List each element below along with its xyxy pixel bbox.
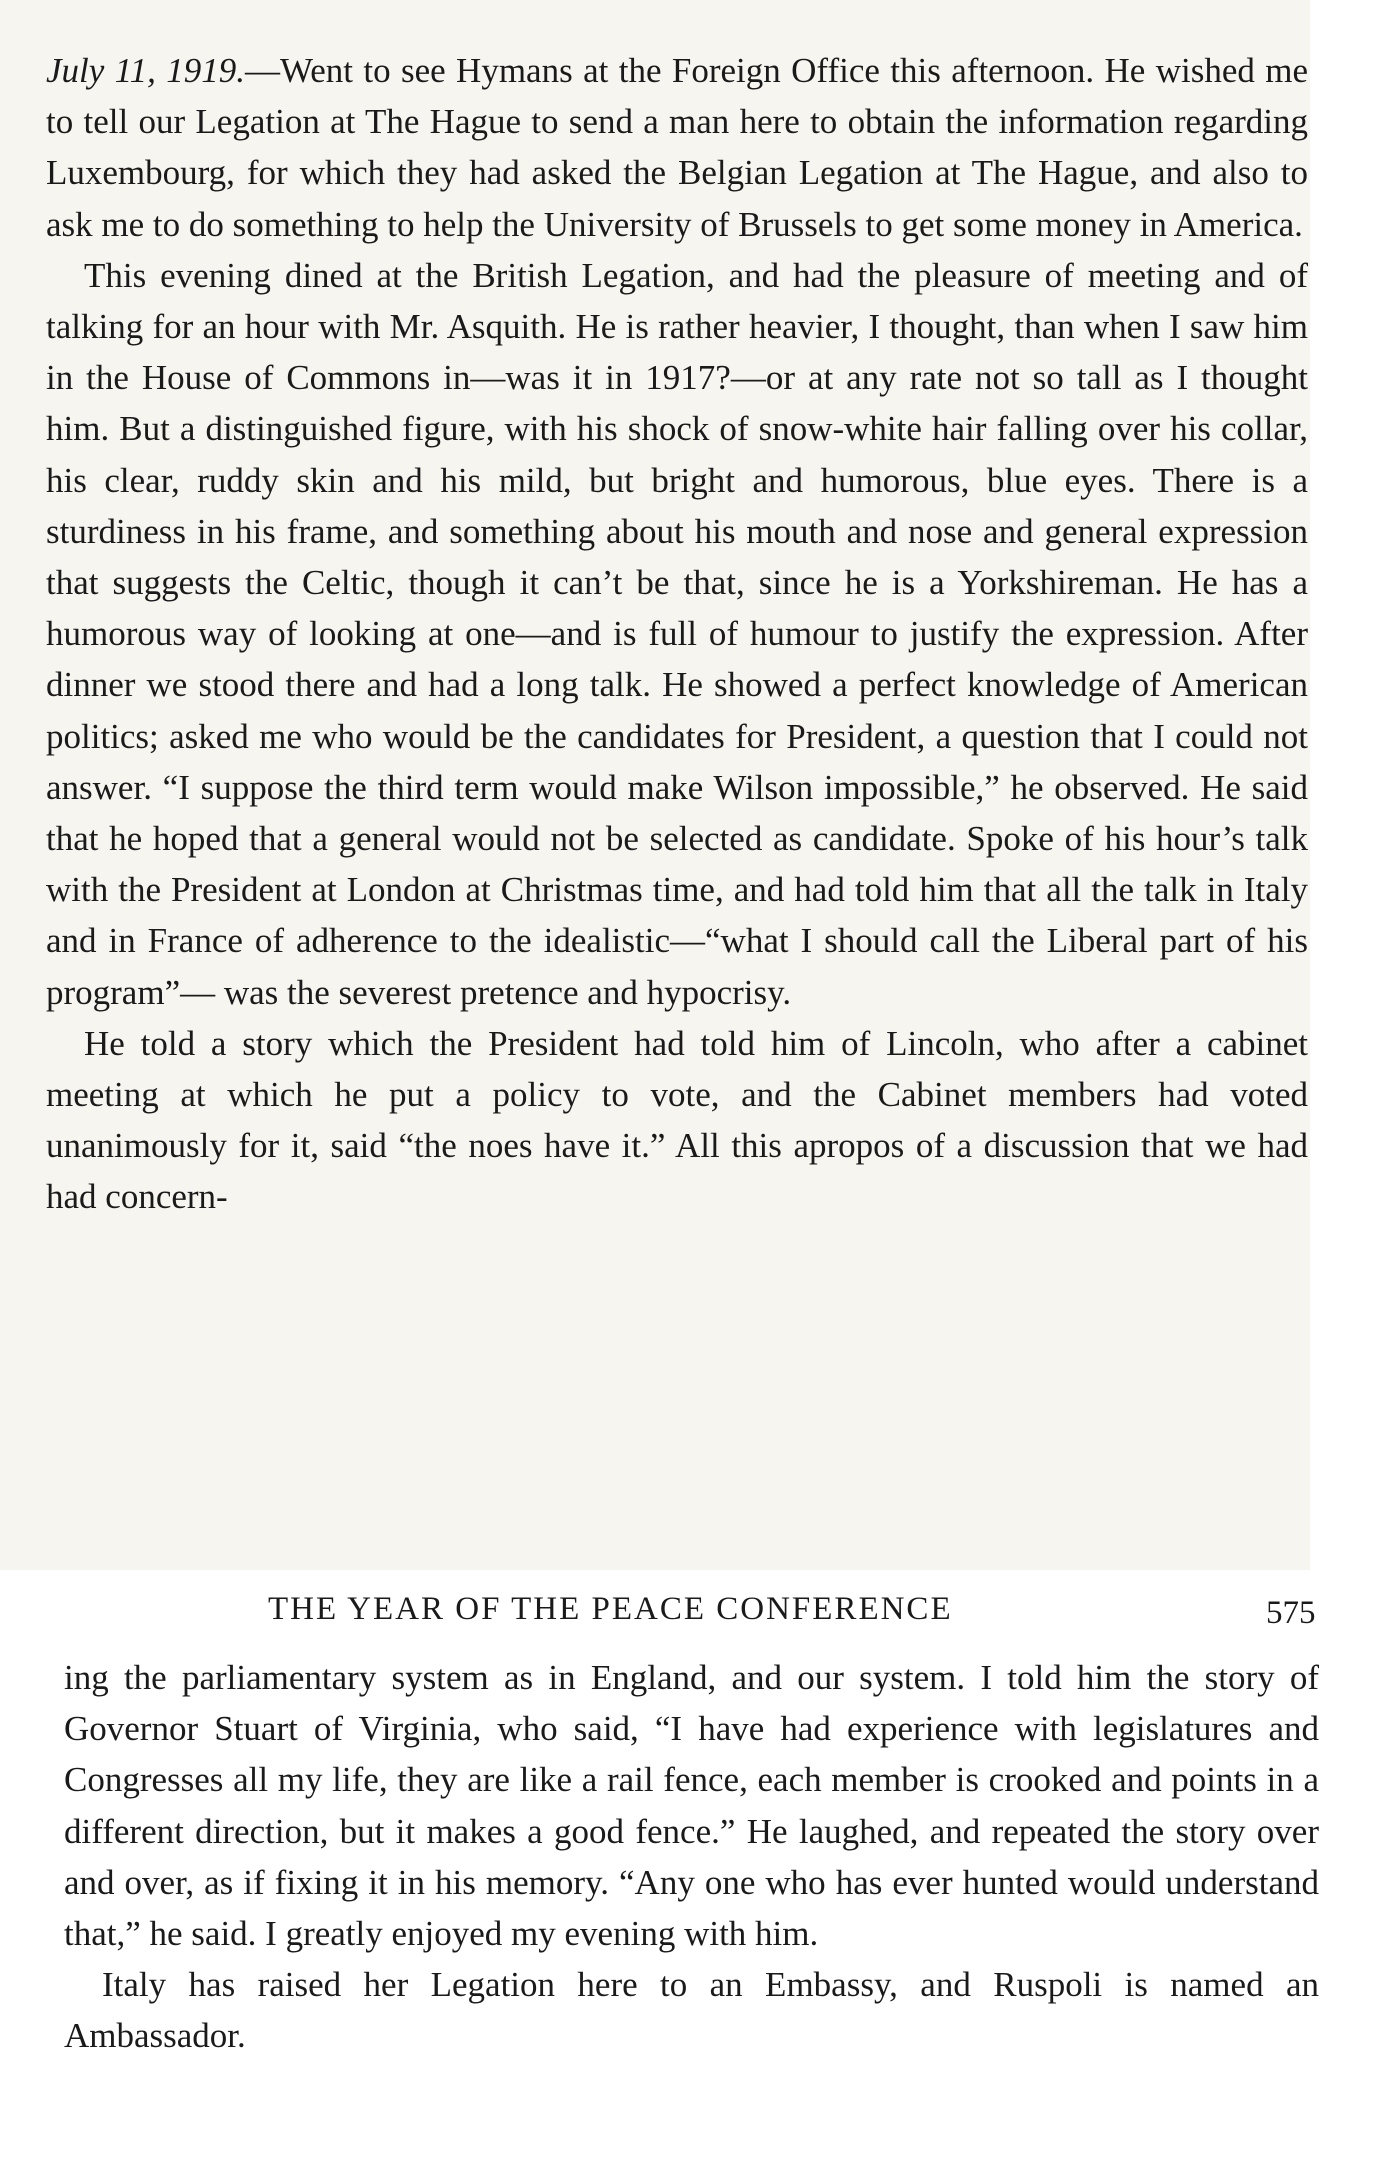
diary-entry-paragraph — [46, 45, 1308, 250]
rail-fence-paragraph: ing the parliamentary system as in England, and our system. I told him the story of Governor Stuart of Virginia, who said, “I have had experience with legislatures and Congresses all my life, they are like a rail fence, each member is crooked and points in a different direction, but it makes a good fence.” He laughed, and repeated the story over and over, as if fixing it in his memory. “Any one who has ever hunted would understand that,” he said. I greatly enjoyed my evening with him. — [64, 1658, 1319, 1954]
lower-text-block — [64, 1652, 1319, 2062]
running-head — [0, 1583, 1373, 1643]
upper-text-block — [46, 45, 1308, 1223]
entry-date: July 11, 1919. — [46, 51, 245, 90]
running-head-title: THE YEAR OF THE PEACE CONFERENCE — [268, 1591, 953, 1627]
entry-text: —Went to see Hymans at the Foreign Office this afternoon. He wished me to tell our Legation at The Hague to send a man here to obtain the information regarding Luxembourg, for which they had asked the Belgian Legation at The Hague, and also to ask me to do something to help the University of Brussels to get some money in America. — [46, 51, 1308, 244]
embassy-paragraph: Italy has raised her Legation here to an Embassy, and Ruspoli is named an Ambassador. — [64, 1965, 1319, 2056]
asquith-dinner-paragraph: This evening dined at the British Legation, and had the pleasure of meeting and of talking for an hour with Mr. Asquith. He is rather heavier, I thought, than when I saw him in the House of Commons in—was it in 1917?—or at any rate not so tall as I thought him. But a distinguished figure, with his shock of snow-white hair falling over his collar, his clear, ruddy skin and his mild, but bright and humorous, blue eyes. There is a sturdiness in his frame, and something about his mouth and nose and general expression that suggests the Celtic, though it can’t be that, since he is a Yorkshireman. He has a humorous way of looking at one—and is full of humour to justify the expression. After dinner we stood there and had a long talk. He showed a perfect knowledge of American politics; asked me who would be the candidates for President, a question that I could not answer. “I suppose the third term would make Wilson impossible,” he observed. He said that he hoped that a general would not be selected as candidate. Spoke of his hour’s talk with the President at London at Christmas time, and had told him that all the talk in Italy and in France of adherence to the idealistic—“what I should call the Liberal part of his program”— was the severest pretence and hypocrisy. — [46, 255, 1308, 1012]
page-number: 575 — [1266, 1595, 1316, 1631]
lincoln-story-paragraph: He told a story which the President had told him of Lincoln, who after a cabinet meeting at which he put a policy to vote, and the Cabinet members had voted unanimously for it, said “the noes have it.” All this apropos of a discussion that we had had concern- — [46, 1023, 1308, 1217]
